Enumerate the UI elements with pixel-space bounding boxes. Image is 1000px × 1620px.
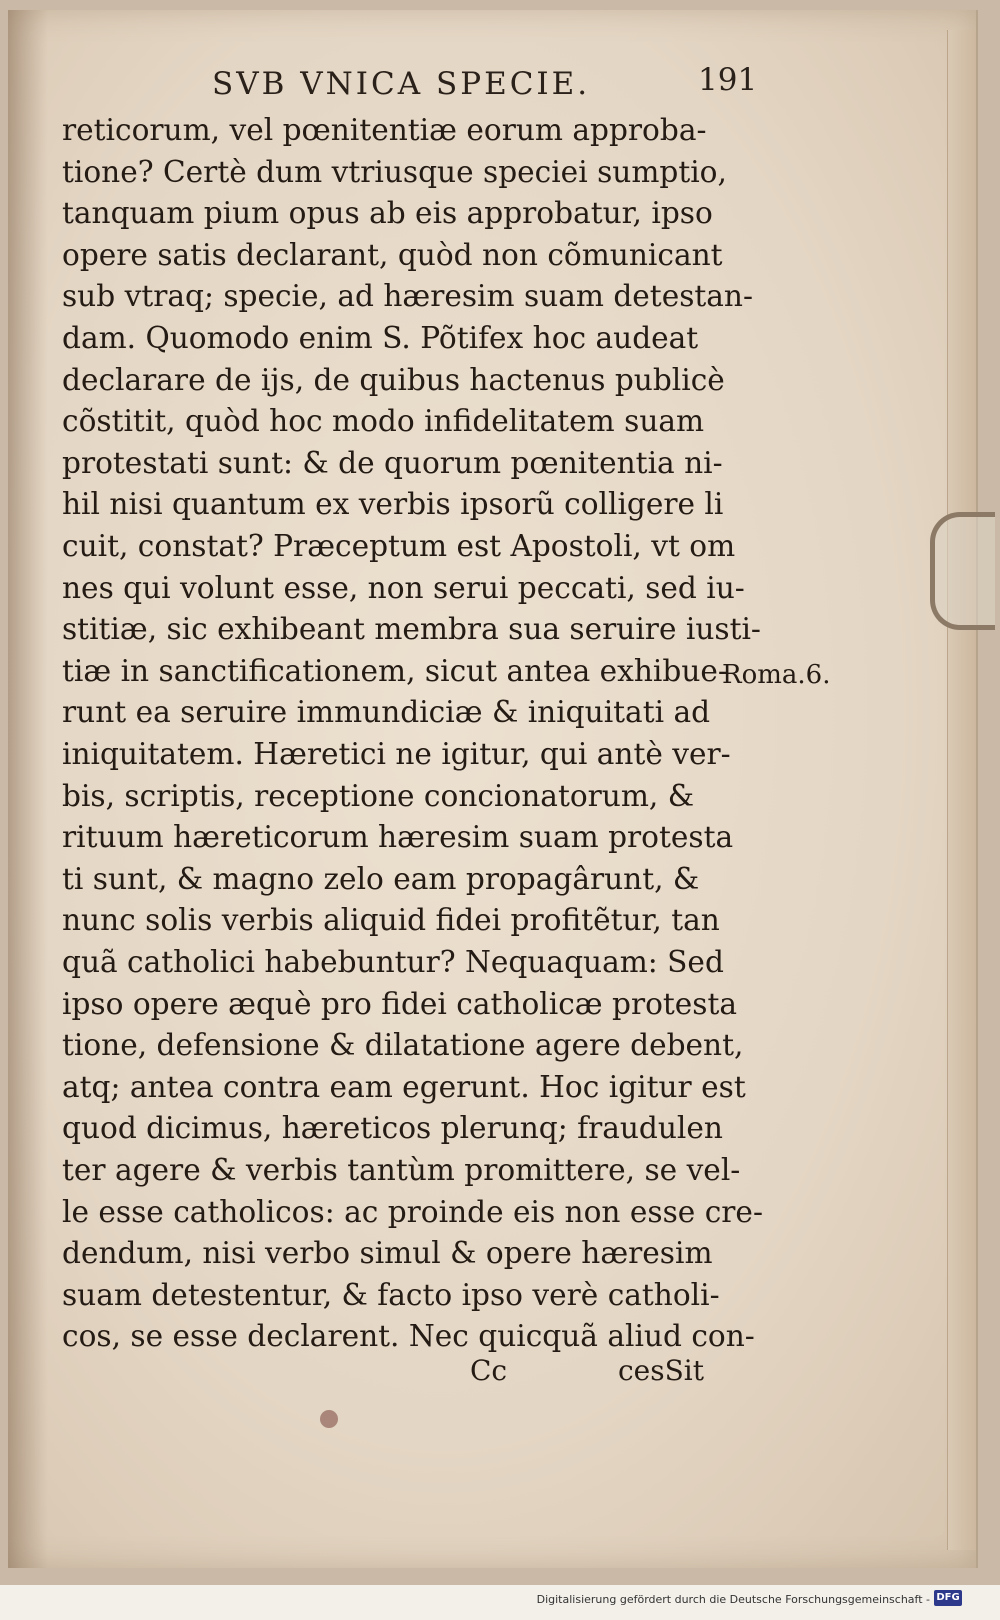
text-line: tione, defensione & dilatatione agere debent, [62,1028,744,1063]
text-line: opere satis declarant, quòd non cõmunicant [62,237,723,272]
text-line: dam. Quomodo enim S. Põtifex hoc audeat [62,321,699,355]
text-line: runt ea seruire immundiciæ & iniquitati ad [62,695,711,730]
text-line: tione? Certè dum vtriusque speciei sumptio, [62,154,727,189]
text-line: ti sunt, & magno zelo eam propagârunt, & [62,861,700,896]
text-line: tanquam pium opus ab eis approbatur, ipso [62,196,713,231]
folio-number: 191 [698,62,758,98]
text-line: quã catholici habebuntur? Nequaquam: Sed [62,945,724,979]
marginal-note: Roma.6. [722,660,831,690]
text-line: ipso opere æquè pro fidei catholicæ protesta [62,986,738,1021]
text-line: le esse catholicos: ac proinde eis non esse cre- [62,1194,763,1229]
text-line: quod dicimus, hæreticos plerunq; fraudulen [62,1111,723,1146]
text-line: ter agere & verbis tantùm promittere, se vel- [62,1153,741,1187]
text-line: cõstitit, quòd hoc modo infidelitatem suam [62,404,705,439]
text-line: stitiæ, sic exhibeant membra sua seruire iusti- [62,612,761,647]
text-line: declarare de ijs, de quibus hactenus publicè [62,362,725,397]
text-line: rituum hæreticorum hæresim suam protesta [62,820,734,855]
ink-stain [320,1410,338,1428]
text-line: protestati sunt: & de quorum pœnitentia ni- [62,445,723,480]
signature-mark: Cc [470,1354,508,1387]
gutter-shadow [8,10,48,1568]
text-line: suam detestentur, & facto ipso verè catholi- [62,1277,720,1312]
text-line: hil nisi quantum ex verbis ipsorũ colligere li [62,487,724,522]
dfg-logo-icon: DFG [934,1590,962,1606]
text-line: tiæ in sanctificationem, sicut antea exhibue- [62,653,728,688]
text-line: dendum, nisi verbo simul & opere hæresim [62,1236,713,1271]
text-line: iniquitatem. Hæretici ne igitur, qui antè ver- [62,737,731,771]
footer-bar [0,1585,1000,1620]
page-clip-icon [930,512,995,630]
footer-credit: Digitalisierung gefördert durch die Deutsche Forschungsgemeinschaft - [536,1593,930,1606]
text-line: atq; antea contra eam egerunt. Hoc igitur est [62,1069,746,1104]
text-line: cuit, constat? Præceptum est Apostoli, vt om [62,529,736,563]
page-edge [947,30,976,1550]
text-line: nes qui volunt esse, non serui peccati, sed iu- [62,570,745,605]
text-line: bis, scriptis, receptione concionatorum, & [62,778,695,813]
text-line: sub vtraq; specie, ad hæresim suam detestan- [62,279,753,314]
text-line: reticorum, vel pœnitentiæ eorum approba- [62,113,707,147]
text-line: cos, se esse declarent. Nec quicquã aliud con- [62,1319,755,1354]
catchword: cesSit [618,1354,705,1387]
running-head: SVB VNICA SPECIE. [212,66,591,102]
text-line: nunc solis verbis aliquid fidei profitẽtur, tan [62,903,720,938]
